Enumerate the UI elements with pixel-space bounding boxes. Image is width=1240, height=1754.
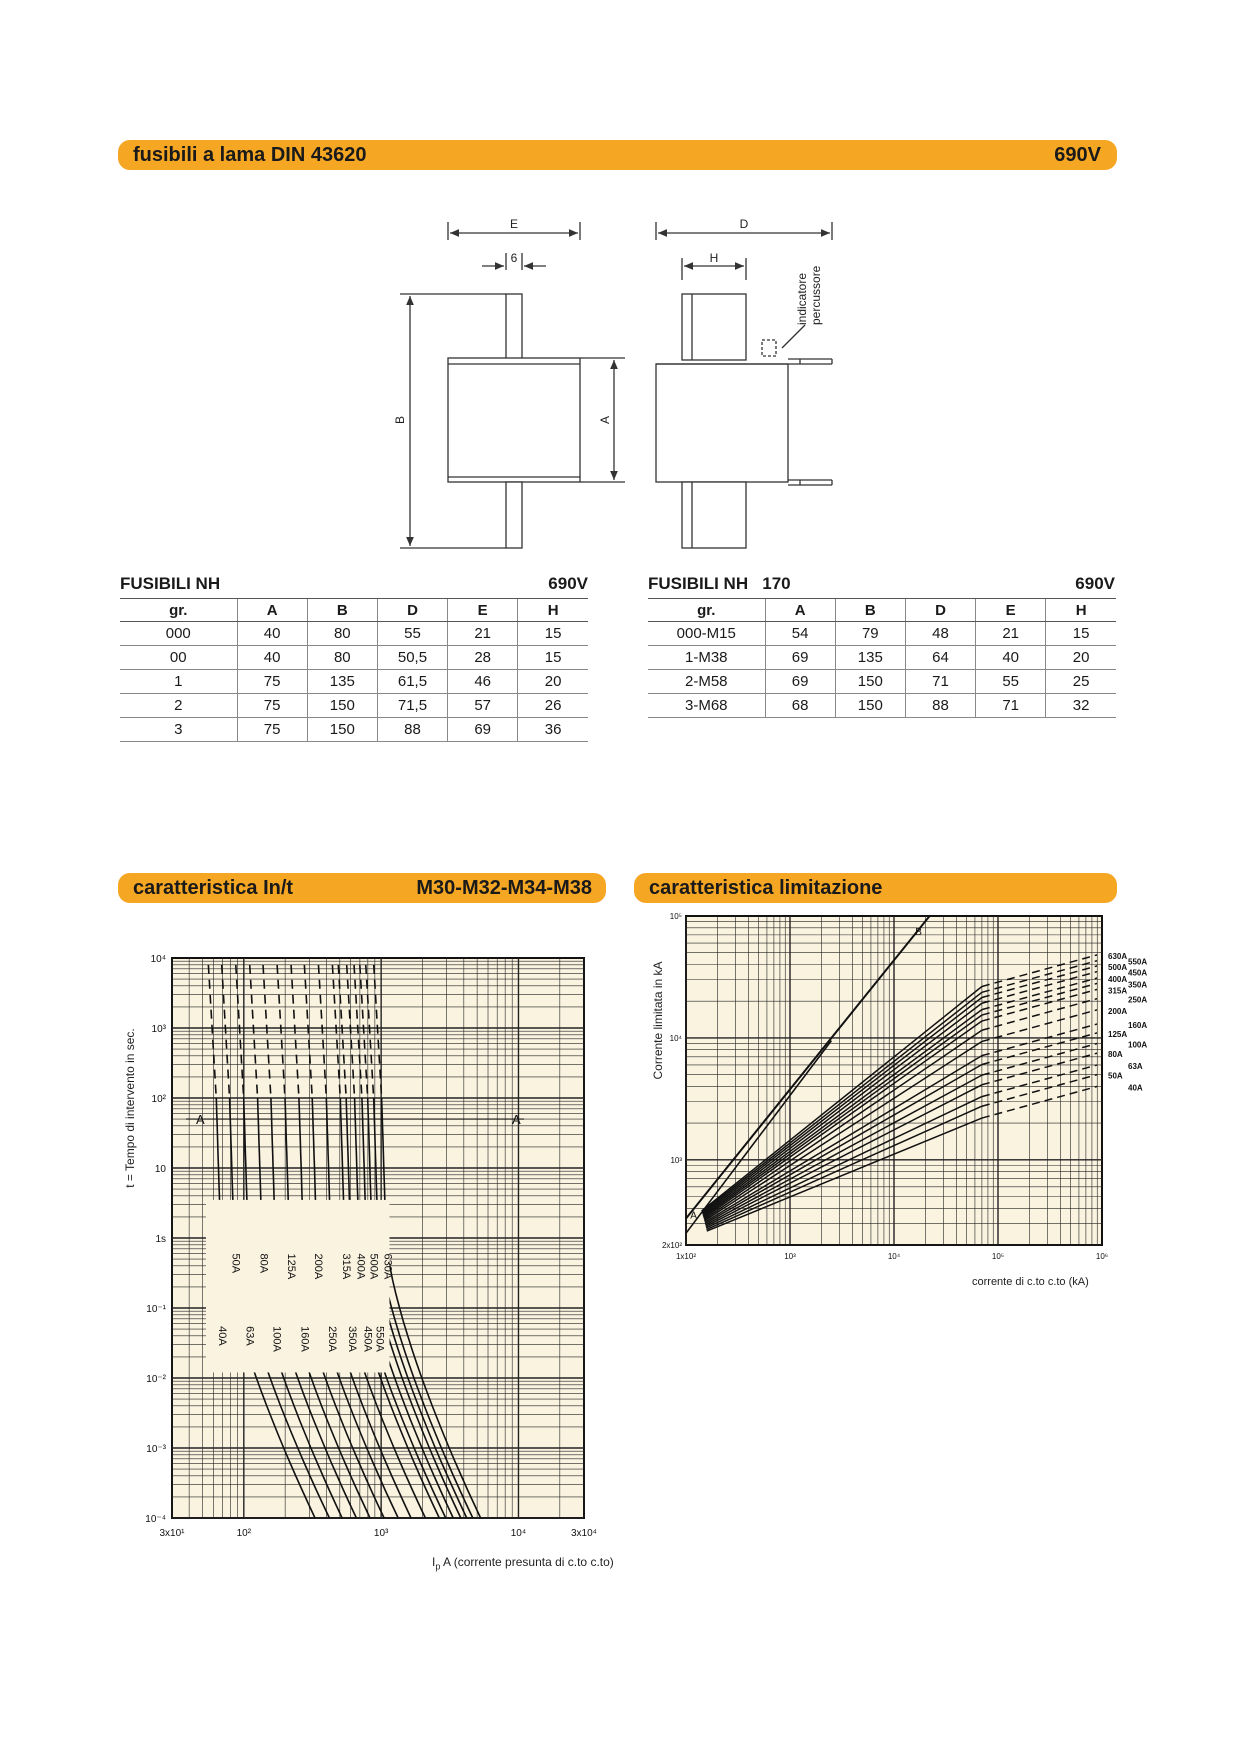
table-cell: 21 bbox=[976, 622, 1046, 646]
chart2-ytick: 10⁵ bbox=[669, 912, 682, 921]
table-cell: 2-M58 bbox=[648, 670, 765, 694]
table-cell: 15 bbox=[518, 646, 588, 670]
table-cell: 75 bbox=[237, 718, 307, 742]
limit-label-50A: 50A bbox=[1108, 1071, 1123, 1081]
column-header: gr. bbox=[120, 599, 237, 622]
column-header: D bbox=[905, 599, 975, 622]
table-row bbox=[648, 646, 1116, 670]
table-cell: 48 bbox=[905, 622, 975, 646]
table-cell: 36 bbox=[518, 718, 588, 742]
curve-label-125A: 125A bbox=[284, 1253, 297, 1280]
table-cell: 150 bbox=[307, 718, 377, 742]
table-cell: 150 bbox=[835, 670, 905, 694]
table-cell: 3 bbox=[120, 718, 237, 742]
limit-label-250A: 250A bbox=[1128, 995, 1148, 1005]
chart1-xtick: 10⁴ bbox=[510, 1528, 527, 1539]
chart1-ytick: 10⁻¹ bbox=[146, 1304, 166, 1315]
table-row bbox=[120, 646, 588, 670]
table1-title: FUSIBILI NH bbox=[120, 574, 221, 593]
chart2-xlabel: corrente di c.to c.to (kA) bbox=[972, 1276, 1089, 1288]
column-header: B bbox=[835, 599, 905, 622]
curve-label-400A: 400A bbox=[354, 1253, 367, 1280]
curve-label-350A: 350A bbox=[345, 1326, 358, 1352]
indicator-label-1: indicatore bbox=[795, 272, 809, 325]
table-cell: 1-M38 bbox=[648, 646, 765, 670]
chart2-label-b: B bbox=[915, 926, 922, 938]
chart1-xtick: 10² bbox=[236, 1528, 252, 1539]
chart2-xtick: 10⁶ bbox=[1095, 1252, 1109, 1261]
table-row bbox=[648, 622, 1116, 646]
table-cell: 46 bbox=[448, 670, 518, 694]
table1 bbox=[120, 598, 588, 742]
table-cell: 26 bbox=[518, 694, 588, 718]
chart1-ytick: 10³ bbox=[151, 1024, 166, 1035]
section-limitazione-title: caratteristica limitazione bbox=[649, 877, 883, 899]
chart2-xtick: 10³ bbox=[784, 1252, 796, 1261]
curve-label-630A: 630A bbox=[381, 1253, 394, 1280]
limit-label-125A: 125A bbox=[1108, 1029, 1128, 1039]
table-cell: 000-M15 bbox=[648, 622, 765, 646]
limit-label-315A: 315A bbox=[1108, 986, 1128, 996]
table-cell: 150 bbox=[835, 694, 905, 718]
table-row bbox=[120, 694, 588, 718]
curve-label-200A: 200A bbox=[312, 1253, 325, 1280]
table-cell: 71 bbox=[976, 694, 1046, 718]
table-cell: 61,5 bbox=[377, 670, 447, 694]
table-cell: 32 bbox=[1046, 694, 1116, 718]
table-cell: 71 bbox=[905, 670, 975, 694]
column-header: D bbox=[377, 599, 447, 622]
chart-limitazione bbox=[636, 902, 1156, 1262]
table2-title: FUSIBILI NH 170 bbox=[648, 574, 791, 593]
table-cell: 55 bbox=[377, 622, 447, 646]
curve-label-550A: 550A bbox=[373, 1326, 386, 1352]
dim-label-a: A bbox=[598, 415, 612, 425]
curve-label-315A: 315A bbox=[340, 1253, 353, 1280]
section-limitazione-bar bbox=[634, 873, 1117, 903]
limit-label-200A: 200A bbox=[1108, 1006, 1128, 1016]
table-cell: 75 bbox=[237, 694, 307, 718]
table2 bbox=[648, 598, 1116, 718]
table-cell: 3-M68 bbox=[648, 694, 765, 718]
column-header: B bbox=[307, 599, 377, 622]
table-cell: 150 bbox=[307, 694, 377, 718]
table-cell: 25 bbox=[1046, 670, 1116, 694]
table1-voltage: 690V bbox=[548, 574, 588, 593]
chart2-xtick: 10⁴ bbox=[887, 1252, 901, 1261]
chart2-ytick: 10⁴ bbox=[669, 1033, 682, 1043]
table-cell: 69 bbox=[448, 718, 518, 742]
limit-label-630A: 630A bbox=[1108, 951, 1128, 961]
column-header: A bbox=[237, 599, 307, 622]
limit-label-550A: 550A bbox=[1128, 957, 1148, 967]
column-header: E bbox=[448, 599, 518, 622]
chart-in-t bbox=[120, 930, 640, 1550]
table-row bbox=[120, 718, 588, 742]
table-cell: 1 bbox=[120, 670, 237, 694]
column-header: E bbox=[976, 599, 1046, 622]
limit-label-100A: 100A bbox=[1128, 1040, 1148, 1050]
chart2-ylabel: Corrente limitata in kA bbox=[651, 961, 665, 1080]
table-cell: 79 bbox=[835, 622, 905, 646]
table-cell: 000 bbox=[120, 622, 237, 646]
section-in-t-bar bbox=[118, 873, 606, 903]
table-cell: 21 bbox=[448, 622, 518, 646]
table-header-row bbox=[648, 599, 1116, 622]
table-cell: 20 bbox=[1046, 646, 1116, 670]
table-row bbox=[648, 670, 1116, 694]
curve-label-80A: 80A bbox=[257, 1253, 270, 1274]
table-cell: 40 bbox=[237, 622, 307, 646]
limit-label-350A: 350A bbox=[1128, 980, 1148, 990]
dim-label-6: 6 bbox=[510, 251, 518, 265]
column-header: A bbox=[765, 599, 835, 622]
table-cell: 40 bbox=[237, 646, 307, 670]
chart2-ytick: 10³ bbox=[670, 1155, 682, 1165]
limit-label-80A: 80A bbox=[1108, 1050, 1123, 1060]
table-row bbox=[120, 622, 588, 646]
table-cell: 40 bbox=[976, 646, 1046, 670]
curve-label-160A: 160A bbox=[298, 1326, 311, 1352]
table-cell: 15 bbox=[518, 622, 588, 646]
chart2-xtick: 10⁵ bbox=[991, 1252, 1005, 1261]
limit-label-160A: 160A bbox=[1128, 1021, 1148, 1031]
table-cell: 2 bbox=[120, 694, 237, 718]
table2-voltage: 690V bbox=[1075, 574, 1115, 593]
section-in-t-title: caratteristica In/t bbox=[133, 877, 294, 899]
table-cell: 80 bbox=[307, 646, 377, 670]
chart1-ylabel: t = Tempo di intervento in sec. bbox=[123, 1028, 137, 1188]
chart1-ytick: 1s bbox=[155, 1234, 166, 1245]
column-header: H bbox=[1046, 599, 1116, 622]
table-cell: 00 bbox=[120, 646, 237, 670]
section-in-t-models: M30-M32-M34-M38 bbox=[416, 877, 592, 899]
chart1-xlabel: $I_p$ A (corrente presunta di c.to c.to) bbox=[432, 1555, 614, 1572]
chart1-ytick: 10⁴ bbox=[150, 954, 166, 965]
column-header: H bbox=[518, 599, 588, 622]
limit-label-400A: 400A bbox=[1108, 975, 1128, 985]
table-cell: 71,5 bbox=[377, 694, 447, 718]
table-cell: 135 bbox=[835, 646, 905, 670]
limit-label-63A: 63A bbox=[1128, 1061, 1143, 1071]
header-title: fusibili a lama DIN 43620 bbox=[133, 144, 367, 166]
chart1-xtick: 3x10⁴ bbox=[571, 1528, 597, 1539]
chart1-ytick: 10⁻² bbox=[146, 1374, 166, 1385]
chart2-ytick: 2x10² bbox=[661, 1241, 682, 1250]
table-cell: 57 bbox=[448, 694, 518, 718]
table-cell: 15 bbox=[1046, 622, 1116, 646]
table-row bbox=[648, 694, 1116, 718]
table-cell: 50,5 bbox=[377, 646, 447, 670]
table-cell: 20 bbox=[518, 670, 588, 694]
chart1-ytick: 10 bbox=[154, 1164, 166, 1175]
chart1-xtick: 10³ bbox=[373, 1528, 389, 1539]
chart1-ytick: 10² bbox=[151, 1094, 166, 1105]
limit-label-500A: 500A bbox=[1108, 962, 1128, 972]
limit-label-450A: 450A bbox=[1128, 968, 1148, 978]
table-cell: 80 bbox=[307, 622, 377, 646]
table-cell: 64 bbox=[905, 646, 975, 670]
table-cell: 75 bbox=[237, 670, 307, 694]
header-voltage: 690V bbox=[1054, 144, 1101, 166]
table-cell: 68 bbox=[765, 694, 835, 718]
table-cell: 88 bbox=[377, 718, 447, 742]
chart2-label-a: A bbox=[690, 1210, 697, 1222]
chart1-ytick: 10⁻³ bbox=[146, 1444, 166, 1455]
fuse-dimension-drawing bbox=[0, 0, 1240, 580]
chart1-marker-a-left: A bbox=[196, 1112, 205, 1128]
chart1-marker-a-right: A bbox=[512, 1112, 521, 1128]
indicator-label-2: percussore bbox=[809, 265, 823, 325]
dim-label-h: H bbox=[709, 251, 719, 265]
curve-label-500A: 500A bbox=[367, 1253, 380, 1280]
table-cell: 28 bbox=[448, 646, 518, 670]
chart1-ytick: 10⁻⁴ bbox=[145, 1514, 166, 1525]
dim-label-d: D bbox=[739, 217, 749, 231]
curve-label-40A: 40A bbox=[216, 1326, 229, 1346]
table-cell: 55 bbox=[976, 670, 1046, 694]
table-cell: 69 bbox=[765, 646, 835, 670]
table-cell: 69 bbox=[765, 670, 835, 694]
curve-label-100A: 100A bbox=[270, 1326, 283, 1352]
curve-label-63A: 63A bbox=[243, 1326, 256, 1346]
table-header-row bbox=[120, 599, 588, 622]
chart2-xtick: 1x10² bbox=[675, 1252, 697, 1261]
dim-label-e: E bbox=[509, 217, 519, 231]
curve-label-450A: 450A bbox=[361, 1326, 374, 1352]
table-row bbox=[120, 670, 588, 694]
chart1-xtick: 3x10¹ bbox=[159, 1528, 185, 1539]
table-cell: 135 bbox=[307, 670, 377, 694]
dim-label-b: B bbox=[393, 415, 407, 425]
curve-label-50A: 50A bbox=[229, 1253, 242, 1274]
table-cell: 88 bbox=[905, 694, 975, 718]
column-header: gr. bbox=[648, 599, 765, 622]
curve-label-250A: 250A bbox=[326, 1326, 339, 1352]
limit-label-40A: 40A bbox=[1128, 1083, 1143, 1093]
table-cell: 54 bbox=[765, 622, 835, 646]
